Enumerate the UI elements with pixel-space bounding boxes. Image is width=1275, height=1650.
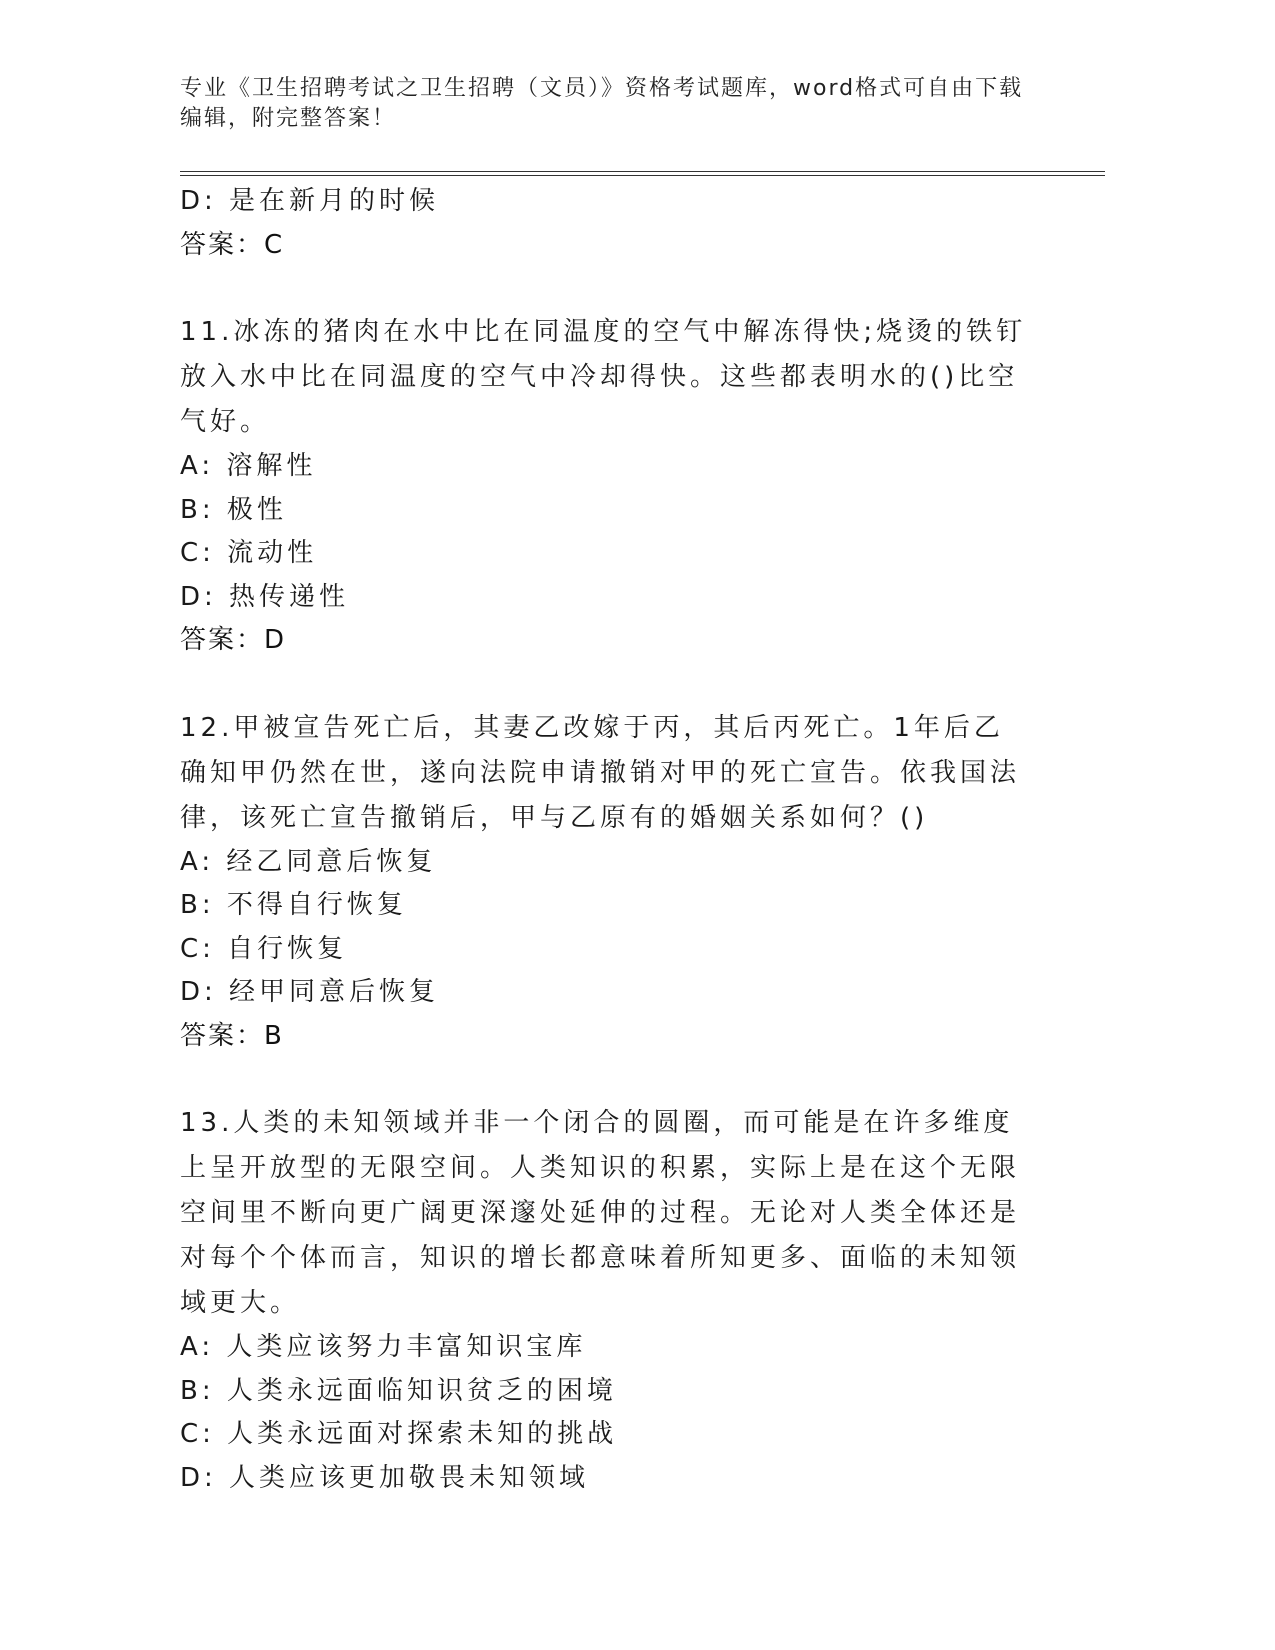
header-divider-bottom — [180, 175, 1105, 176]
header-line-2: 编辑，附完整答案！ — [180, 106, 397, 131]
header-divider-top — [180, 171, 1105, 172]
question-text: 11.冰冻的猪肉在水中比在同温度的空气中解冻得快;烧烫的铁钉放入水中比在同温度的空气中冷却得快。这些都表明水的()比空气好。 — [180, 317, 1027, 437]
option-c: C: 自行恢复 — [180, 933, 348, 964]
option-d: D: 经甲同意后恢复 — [180, 977, 440, 1007]
question-text: 13.人类的未知领域并非一个闭合的圆圈，而可能是在许多维度上呈开放型的无限空间。人类知识的积累，实际上是在这个无限空间里不断向更广阔更深邃处延伸的过程。无论对人类全体还是对每个个体而言，知识的增长都意味着所知更多、面临的未知领域更大。 — [180, 1108, 1021, 1318]
option-b: B: 极性 — [180, 494, 287, 525]
option-a: A: 经乙同意后恢复 — [180, 846, 437, 877]
spacer — [180, 663, 1040, 706]
option-a: A: 人类应该努力丰富知识宝库 — [180, 1332, 587, 1362]
previous-question-tail — [180, 180, 1040, 267]
header-line-1: 专业《卫生招聘考试之卫生招聘（文员）》资格考试题库，word格式可自由下载 — [180, 76, 1024, 101]
option-b: B: 人类永远面临知识贫乏的困境 — [180, 1375, 617, 1406]
question-12 — [180, 706, 1040, 1059]
answer-line: 答案：C — [180, 229, 285, 260]
spacer — [180, 1058, 1040, 1101]
option-c: C: 流动性 — [180, 538, 318, 568]
option-d: D: 人类应该更加敬畏未知领域 — [180, 1462, 590, 1493]
option-c: C: 人类永远面对探索未知的挑战 — [180, 1419, 618, 1449]
question-11 — [180, 310, 1040, 663]
answer-line: 答案：B — [180, 1020, 284, 1051]
option-a: A: 溶解性 — [180, 451, 317, 481]
option-d: D: 是在新月的时候 — [180, 186, 440, 216]
document-body — [180, 180, 1040, 1500]
option-d: D: 热传递性 — [180, 581, 350, 612]
question-13 — [180, 1101, 1040, 1500]
page-header — [180, 74, 1080, 134]
question-text: 12.甲被宣告死亡后，其妻乙改嫁于丙，其后丙死亡。1年后乙确知甲仍然在世，遂向法院申请撤销对甲的死亡宣告。依我国法律，该死亡宣告撤销后，甲与乙原有的婚姻关系如何？() — [180, 712, 1021, 833]
answer-line: 答案：D — [180, 625, 287, 655]
spacer — [180, 267, 1040, 310]
option-b: B: 不得自行恢复 — [180, 890, 407, 920]
